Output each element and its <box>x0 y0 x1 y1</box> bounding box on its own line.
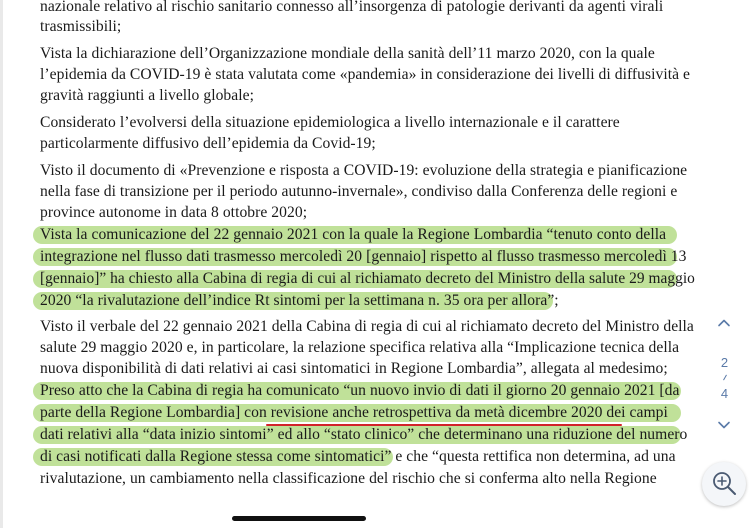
text-line: [gennaio]” ha chiesto alla Cabina di regia di cui al richiamato decreto del Ministro della salute 29 maggio <box>40 270 695 287</box>
zoom-button[interactable] <box>702 462 746 506</box>
text-line: Considerato l’evolversi della situazione epidemiologica a livello internazionale e il carattere <box>40 114 620 131</box>
page-edge <box>0 0 3 528</box>
text-line: nazionale relativo al rischio sanitario connesso all’insorgenza di patologie derivanti da agenti virali <box>40 0 664 15</box>
zoom-in-icon <box>702 462 746 506</box>
text-line: dati relativi alla “data inizio sintomi” ed allo “stato clinico” che determinano una riduzione del numero <box>40 426 688 443</box>
home-indicator[interactable] <box>232 516 366 521</box>
current-page-number: 2 <box>720 355 729 370</box>
text-line: parte della Regione Lombardia] con revisione anche retrospettiva da metà dicembre 2020 dei campi <box>40 404 668 421</box>
text-line: particolarmente diffusivo dell’epidemia da Covid-19; <box>40 135 376 152</box>
text-line: rivalutazione, un cambiamento nella classificazione del rischio che si conferma alto nella Regione <box>40 470 657 487</box>
text-line: nuova disponibilità di dati relativi ai casi sintomatici in Regione Lombardia”, allegata al medesimo; <box>40 360 668 377</box>
text-line: salute 29 maggio 2020 e, in particolare, la relazione specifica relativa alla “Implicazione tecnica della <box>40 339 680 356</box>
text-line: 2020 “la rivalutazione dell’indice Rt sintomi per la settimana n. 35 ora per allora”; <box>40 292 559 309</box>
text-line: nella fase di transizione per il periodo autunno-invernale», condiviso dalla Conferenza delle regioni e <box>40 183 678 200</box>
text-line: Visto il verbale del 22 gennaio 2021 della Cabina di regia di cui al richiamato decreto del Ministro della <box>40 318 694 335</box>
text-line: Visto il documento di «Prevenzione e risposta a COVID-19: evoluzione della strategia e pianificazione <box>40 162 688 179</box>
text-line: gravità raggiunti a livello globale; <box>40 87 254 104</box>
text-line: integrazione nel flusso dati trasmesso mercoledì 20 [gennaio] rispetto al flusso trasmesso mercoledì 13 <box>40 248 687 265</box>
chevron-down-icon[interactable] <box>717 418 731 432</box>
text-line: province autonome in data 8 ottobre 2020; <box>40 204 308 221</box>
page-navigation-rail <box>700 0 749 528</box>
page-separator <box>723 375 727 381</box>
chevron-up-icon[interactable] <box>717 316 731 330</box>
text-line: l’epidemia da COVID-19 è stata valutata come «pandemia» in considerazione dei livelli di diffusività e <box>40 66 691 83</box>
text-line: Preso atto che la Cabina di regia ha comunicato “un nuovo invio di dati il giorno 20 gennaio 2021 [da <box>40 382 680 399</box>
total-pages-number: 4 <box>720 386 729 401</box>
text-line: trasmissibili; <box>40 18 122 35</box>
text-line: di casi notificati dalla Regione stessa come sintomatici” e che “questa rettifica non determina, ad una <box>40 448 676 465</box>
text-line: Vista la dichiarazione dell’Organizzazione mondiale della sanità dell’11 marzo 2020, con la quale <box>40 45 655 62</box>
text-line: Vista la comunicazione del 22 gennaio 2021 con la quale la Regione Lombardia “tenuto conto della <box>40 226 667 243</box>
